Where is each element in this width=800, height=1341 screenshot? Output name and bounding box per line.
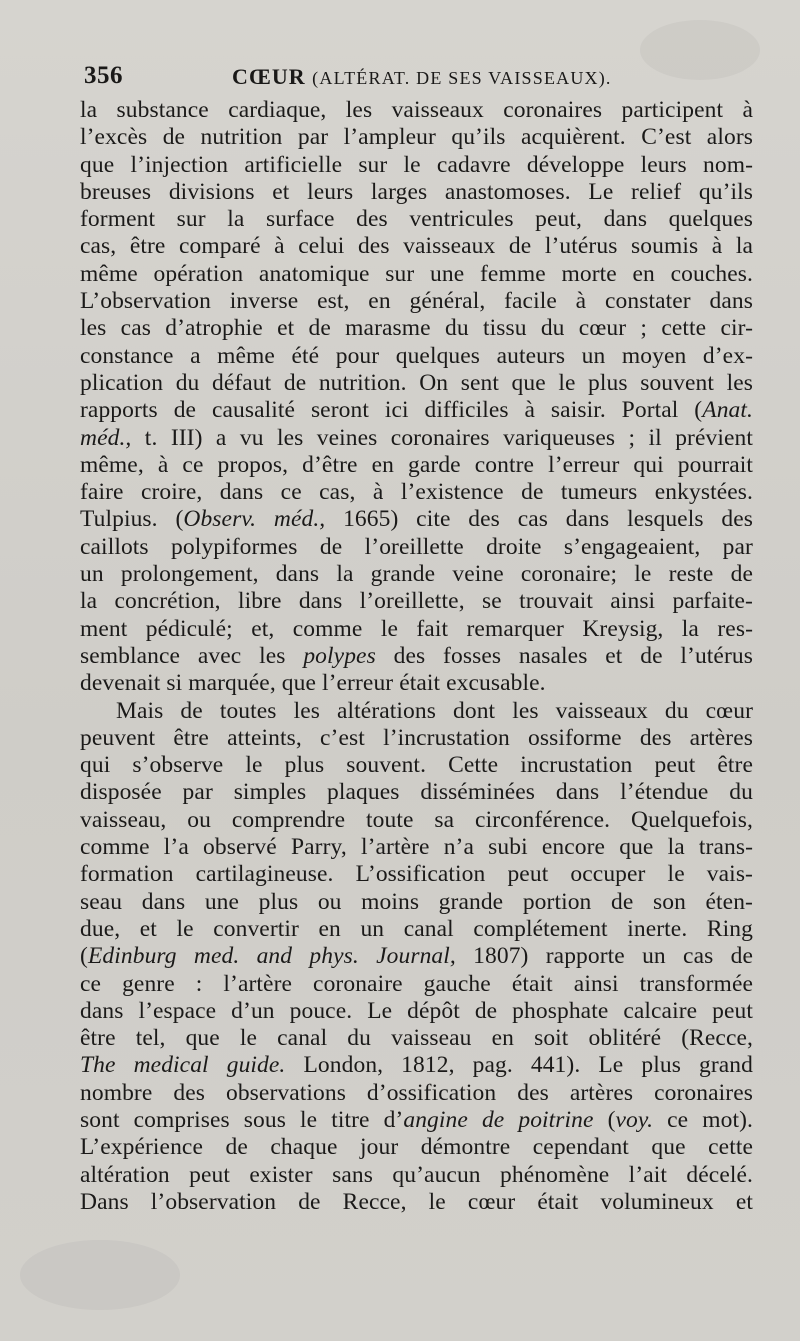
text-run: semblance avec les (80, 642, 304, 669)
text-line (80, 124, 753, 151)
text-run: même, à ce propos, d’être en garde contre l’erreur qui pourrait (80, 451, 753, 478)
text-run: Dans l’observation de Recce, le cœur était volumineux et (80, 1188, 753, 1215)
page-number: 356 (84, 62, 123, 89)
text-run: seau dans une plus ou moins grande portion de son éten- (80, 888, 753, 915)
text-run: 1665) cite des cas dans lesquels des (325, 506, 753, 533)
text-run: due, et le convertir en un canal complétement inerte. Ring (80, 915, 753, 942)
running-head-title: CŒUR (232, 64, 306, 89)
text-run: caillots polypiformes de l’oreillette droite s’engageaient, par (80, 533, 753, 560)
text-line (80, 616, 753, 643)
text-run: t. III) a vu les veines coronaires variqueuses ; il prévient (131, 424, 753, 451)
text-run: altération peut exister sans qu’aucun phénomène l’ait décelé. (80, 1161, 753, 1188)
text-run: ( (80, 943, 88, 970)
text-run: un prolongement, dans la grande veine coronaire; le reste de (80, 561, 753, 588)
running-head-subtitle: (ALTÉRAT. DE SES VAISSEAUX). (312, 68, 612, 88)
text-run: rapports de causalité seront ici difficiles à saisir. Portal ( (80, 397, 703, 424)
text-line (80, 425, 753, 452)
text-run: London, 1812, pag. 441). Le plus grand (285, 1052, 753, 1079)
text-run: être tel, que le canal du vaisseau en soit oblitéré (Recce, (80, 1025, 753, 1052)
text-line (80, 206, 753, 233)
paper-stain (20, 1240, 180, 1310)
paragraph (80, 698, 753, 1217)
text-line (80, 889, 753, 916)
text-line (80, 971, 753, 998)
text-line (80, 588, 753, 615)
text-line (80, 698, 753, 725)
text-line (80, 943, 753, 970)
text-run: sont comprises sous le titre d’ (80, 1106, 404, 1133)
italic-run: angine de poitrine (403, 1106, 594, 1133)
text-line (80, 370, 753, 397)
text-line (80, 1189, 753, 1216)
text-line (80, 315, 753, 342)
italic-run: The medical guide. (80, 1052, 286, 1079)
text-run: plication du défaut de nutrition. On sent que le plus souvent les (80, 369, 753, 396)
text-run: cas, être comparé à celui des vaisseaux de l’utérus soumis à la (80, 233, 753, 260)
text-run: comme l’a observé Parry, l’artère n’a subi encore que la trans- (80, 834, 753, 861)
italic-run: Observ. méd., (183, 506, 326, 533)
text-run: Mais de toutes les altérations dont les vaisseaux du cœur (116, 697, 753, 724)
text-line (80, 1107, 753, 1134)
text-line (80, 561, 753, 588)
text-run: faire croire, dans ce cas, à l’existence de tumeurs enkystées. (80, 479, 753, 506)
text-line (80, 752, 753, 779)
text-run: ce genre : l’artère coronaire gauche était ainsi transformée (80, 970, 753, 997)
text-line (80, 506, 753, 533)
text-run: même opération anatomique sur une femme morte en couches. (80, 260, 753, 287)
text-line (80, 670, 753, 697)
page-header (84, 62, 724, 96)
text-line (80, 152, 753, 179)
text-line (80, 725, 753, 752)
text-line (80, 861, 753, 888)
paragraph (80, 97, 753, 698)
text-line (80, 179, 753, 206)
text-run: ment pédiculé; et, comme le fait remarquer Kreysig, la res- (80, 615, 753, 642)
text-line (80, 97, 753, 124)
text-line (80, 643, 753, 670)
text-run: ce mot). (653, 1106, 753, 1133)
text-run: ( (593, 1106, 616, 1133)
text-run: breuses divisions et leurs larges anastomoses. Le relief qu’ils (80, 178, 753, 205)
text-line (80, 1080, 753, 1107)
text-line (80, 779, 753, 806)
text-line (80, 1025, 753, 1052)
italic-run: voy. (615, 1106, 654, 1133)
italic-run: polypes (303, 642, 376, 669)
text-run: que l’injection artificielle sur le cadavre développe leurs nom- (80, 151, 753, 178)
text-line (80, 1162, 753, 1189)
text-run: constance a même été pour quelques auteurs un moyen d’ex- (80, 342, 753, 369)
text-run: forment sur la surface des ventricules peut, dans quelques (80, 206, 753, 233)
text-run: peuvent être atteints, c’est l’incrustation ossiforme des artères (80, 724, 753, 751)
text-line (80, 288, 753, 315)
text-line (80, 452, 753, 479)
text-run: devenait si marquée, que l’erreur était excusable. (80, 670, 546, 697)
text-line (80, 261, 753, 288)
text-run: L’observation inverse est, en général, facile à constater dans (80, 288, 753, 315)
text-line (80, 479, 753, 506)
text-line (80, 834, 753, 861)
text-run: qui s’observe le plus souvent. Cette incrustation peut être (80, 752, 753, 779)
text-run: formation cartilagineuse. L’ossification peut occuper le vais- (80, 861, 753, 888)
text-run: 1807) rapporte un cas de (455, 943, 753, 970)
text-line (80, 1052, 753, 1079)
text-run: Tulpius. ( (80, 506, 184, 533)
text-line (80, 397, 753, 424)
italic-run: méd., (80, 424, 132, 451)
text-run: disposée par simples plaques disséminées dans l’étendue du (80, 779, 753, 806)
text-line (80, 998, 753, 1025)
text-run: l’excès de nutrition par l’ampleur qu’ils acquièrent. C’est alors (80, 124, 753, 151)
text-run: la concrétion, libre dans l’oreillette, se trouvait ainsi parfaite- (80, 588, 753, 615)
text-run: la substance cardiaque, les vaisseaux coronaires participent à (80, 97, 753, 123)
italic-run: Anat. (702, 397, 753, 424)
text-line (80, 233, 753, 260)
italic-run: Edinburg med. and phys. Journal, (87, 943, 456, 970)
text-run: dans l’espace d’un pouce. Le dépôt de phosphate calcaire peut (80, 997, 753, 1024)
text-run: vaisseau, ou comprendre toute sa circonférence. Quelquefois, (80, 806, 753, 833)
running-head (232, 64, 612, 90)
text-run: nombre des observations d’ossification des artères coronaires (80, 1079, 753, 1106)
text-line (80, 807, 753, 834)
body-text (80, 97, 753, 1216)
text-line (80, 1134, 753, 1161)
text-run: les cas d’atrophie et de marasme du tissu du cœur ; cette cir- (80, 315, 753, 342)
text-run: L’expérience de chaque jour démontre cependant que cette (80, 1134, 753, 1161)
text-line (80, 916, 753, 943)
text-run: des fosses nasales et de l’utérus (375, 642, 753, 669)
text-line (80, 534, 753, 561)
text-line (80, 343, 753, 370)
